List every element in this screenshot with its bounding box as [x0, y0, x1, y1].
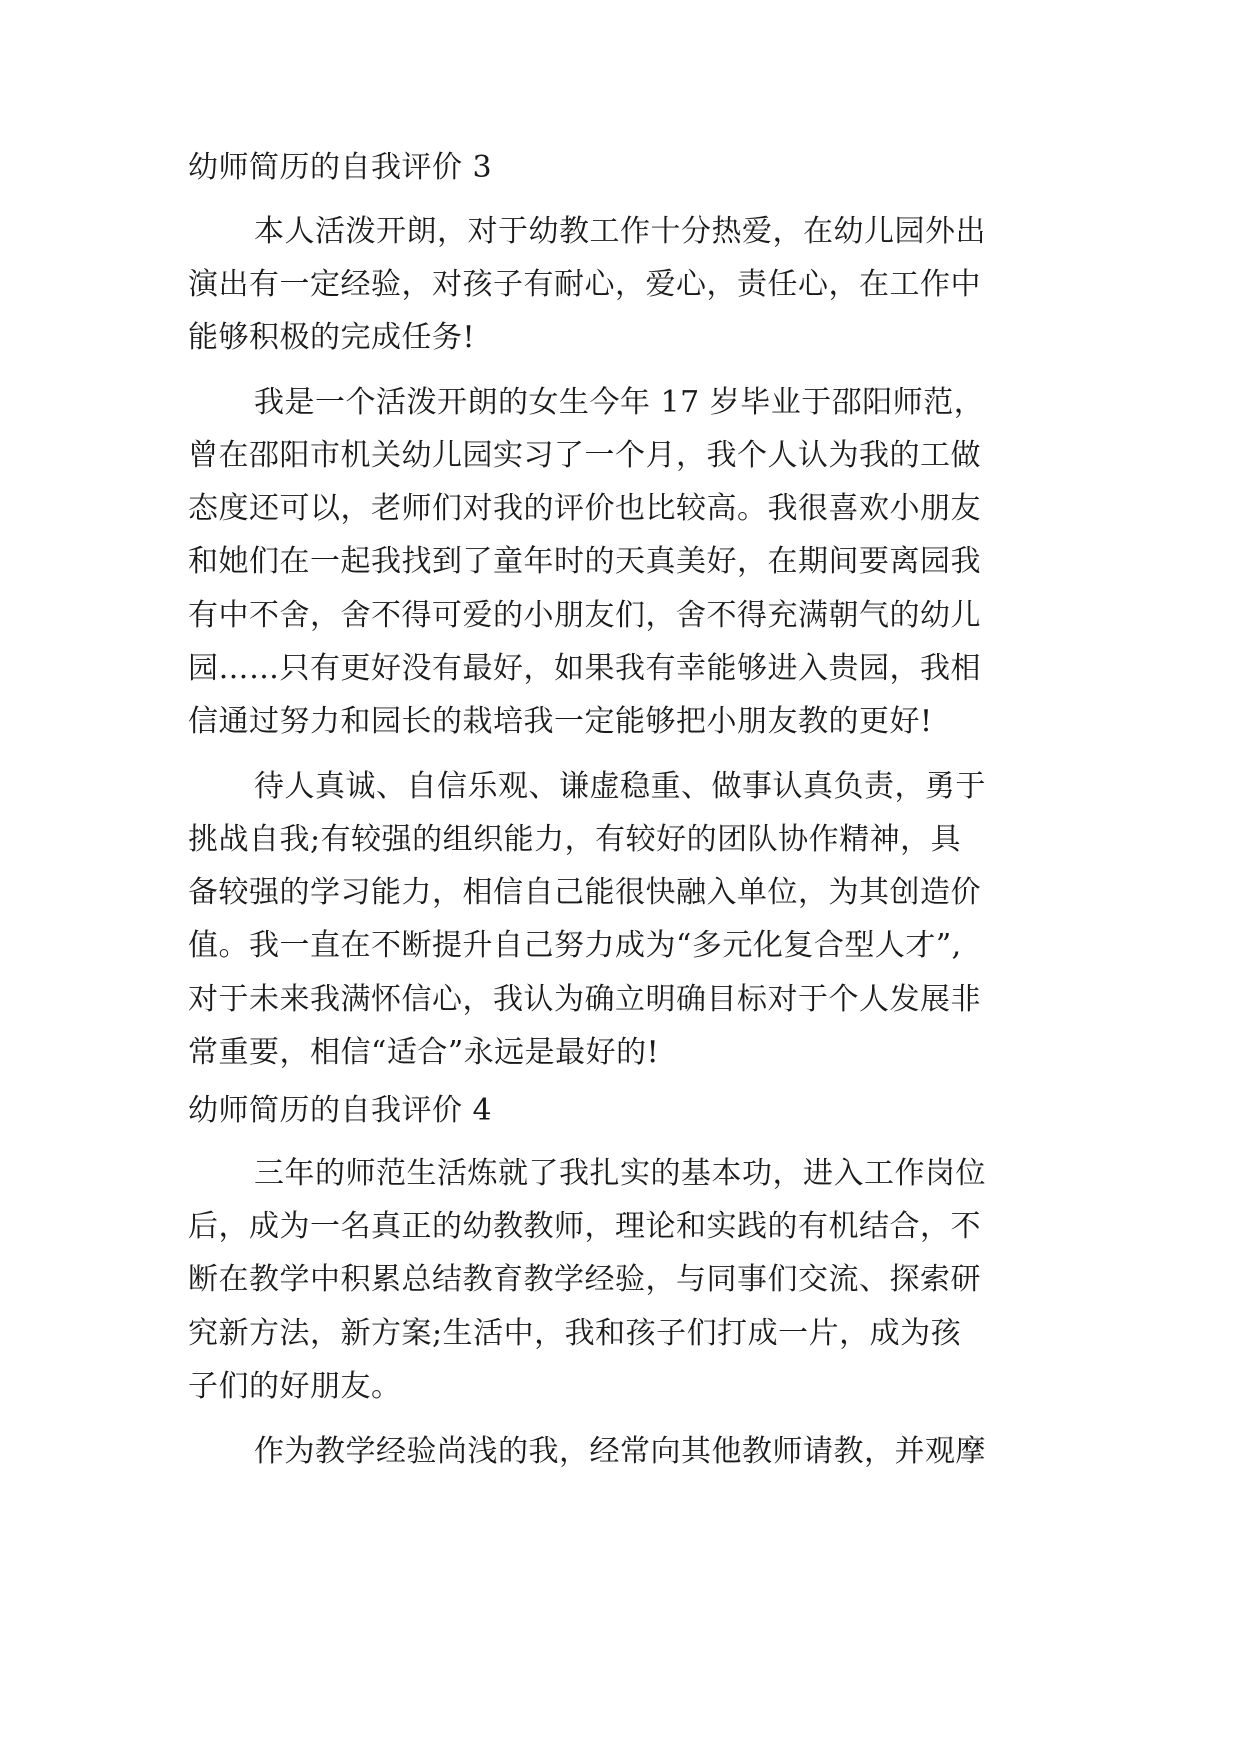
paragraph-line: 信通过努力和园长的栽培我一定能够把小朋友教的更好! [188, 704, 933, 739]
paragraph-line: 对于未来我满怀信心，我认为确立明确目标对于个人发展非 [188, 982, 981, 1017]
paragraph-line: 断在教学中积累总结教育教学经验，与同事们交流、探索研 [188, 1262, 981, 1297]
paragraph-line: 值。我一直在不断提升自己努力成为“多元化复合型人才”, [188, 928, 962, 963]
paragraph-line: 我是一个活泼开朗的女生今年 17 岁毕业于邵阳师范， [254, 385, 985, 420]
section-heading-4: 幼师简历的自我评价 4 [188, 1093, 493, 1128]
paragraph-line: 后，成为一名真正的幼教教师，理论和实践的有机结合，不 [188, 1209, 981, 1244]
paragraph-line: 本人活泼开朗，对于幼教工作十分热爱，在幼儿园外出 [254, 214, 986, 249]
paragraph-line: 有中不舍，舍不得可爱的小朋友们，舍不得充满朝气的幼儿 [188, 598, 981, 633]
paragraph-line: 作为教学经验尚浅的我，经常向其他教师请教，并观摩 [254, 1434, 986, 1469]
paragraph-line: 能够积极的完成任务! [188, 320, 476, 355]
paragraph-line: 究新方法，新方案;生活中，我和孩子们打成一片，成为孩 [188, 1316, 962, 1351]
paragraph-line: 曾在邵阳市机关幼儿园实习了一个月，我个人认为我的工做 [188, 438, 981, 473]
paragraph-line: 态度还可以，老师们对我的评价也比较高。我很喜欢小朋友 [188, 491, 981, 526]
paragraph-line: 常重要，相信“适合”永远是最好的! [188, 1035, 660, 1070]
paragraph-line: 园……只有更好没有最好，如果我有幸能够进入贵园，我相 [188, 651, 981, 686]
paragraph-line: 备较强的学习能力，相信自己能很快融入单位，为其创造价 [188, 875, 981, 910]
paragraph-line: 三年的师范生活炼就了我扎实的基本功，进入工作岗位 [254, 1156, 986, 1191]
paragraph-line: 待人真诚、自信乐观、谦虚稳重、做事认真负责，勇于 [254, 769, 986, 804]
paragraph-line: 和她们在一起我找到了童年时的天真美好，在期间要离园我 [188, 544, 981, 579]
paragraph-line: 挑战自我;有较强的组织能力，有较好的团队协作精神，具 [188, 822, 962, 857]
paragraph-line: 子们的好朋友。 [188, 1369, 402, 1404]
section-heading-3: 幼师简历的自我评价 3 [188, 150, 493, 185]
paragraph-line: 演出有一定经验，对孩子有耐心，爱心，责任心，在工作中 [188, 267, 981, 302]
